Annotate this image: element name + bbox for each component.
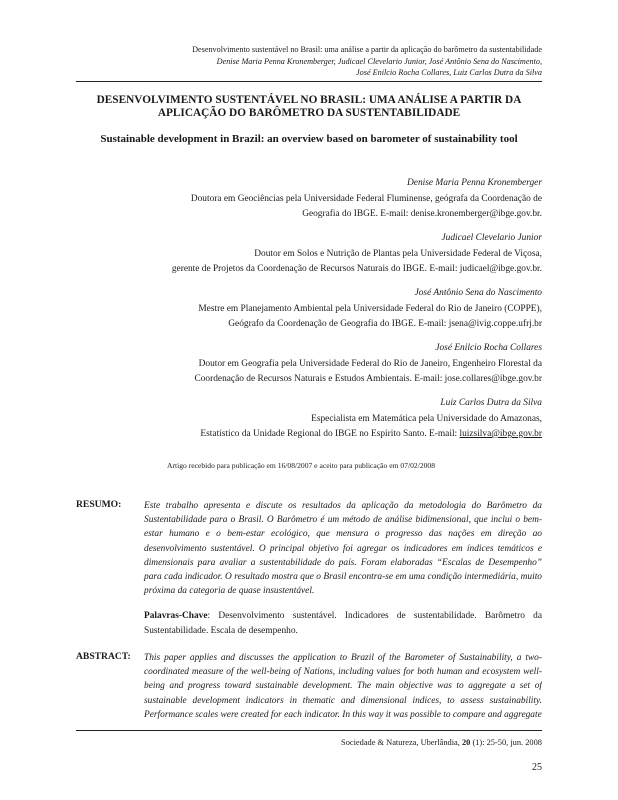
resumo-body: Este trabalho apresenta e discute os resultados da aplicação da metodologia do Barômetro da Sustentabilidade para o Brasil. O Barômetro é um método de análise bidimensional, que inclui o bem-estar humano e o bem-estar ecológico, que mensura o progresso das nações em direção ao desenvolvimento sustentável. O principal objetivo foi agregar os indicadores em índices temáticos e dimensionais para avaliar a sustentabilidade do país. Foram elaboradas “Escalas de Desempenho” para cada indicador. O resultado mostra que o Brasil encontra-se em uma condição intermediária, muito próxima da categoria de quase insustentável. — [144, 501, 542, 597]
abstract-body: This paper applies and discusses the application to Brazil of the Barometer of Sustainability, a two-coordinated measure of the well-being of Nations, including values for both human and ecosystem well-being and progress toward sustainable development. The main objective was to aggregate a set of sustainable development indicators in thematic and dimensional indices, to assess sustainability. Performance scales were created for each indicator. In this way it was possible to compare and aggregate — [144, 653, 542, 720]
resumo-section — [76, 499, 542, 638]
footer-volume: 20 — [461, 738, 471, 747]
author-affiliation: Mestre em Planejamento Ambiental pela Universidade Federal do Rio de Janeiro (COPPE), — [198, 304, 542, 314]
keywords-label: Palavras-Chave — [144, 611, 208, 622]
page-number: 25 — [532, 762, 542, 773]
received-date-note: Artigo recebido para publicação em 16/08/2007 e aceito para publicação em 07/02/2008 — [167, 461, 436, 470]
author-block — [76, 176, 542, 222]
resumo-label: RESUMO: — [76, 499, 122, 510]
author-affiliation: Coordenação de Recursos Naturais e Estudos Ambientais. E-mail: jose.collares@ibge.gov.br — [194, 374, 542, 384]
author-name: Luiz Carlos Dutra da Silva — [440, 398, 542, 408]
author-name: José Antônio Sena do Nascimento — [414, 288, 542, 298]
author-email-link[interactable]: luizsilva@ibge.gov.br — [459, 429, 542, 439]
author-name: José Enilcio Rocha Collares — [435, 343, 542, 353]
keywords-text: : Desenvolvimento sustentável. Indicadores de sustentabilidade. Barômetro da Sustentabilidade. Escala de desempenho. — [144, 611, 542, 636]
running-header — [192, 44, 542, 79]
footer-issue: (1): 25-50, jun. 2008 — [470, 738, 542, 747]
header-rule — [76, 81, 542, 82]
keywords — [144, 609, 542, 638]
author-affiliation: Geografia do IBGE. E-mail: denise.kronemberger@ibge.gov.br. — [302, 209, 542, 219]
title-english: Sustainable development in Brazil: an overview based on barometer of sustainability tool — [100, 133, 518, 145]
author-affiliation: Especialista em Matemática pela Universidade do Amazonas, — [311, 414, 542, 424]
abstract-section — [76, 651, 542, 722]
author-affiliation-prefix: Estatístico da Unidade Regional do IBGE no Espírito Santo. E-mail: — [200, 429, 460, 439]
footer-rule — [76, 730, 542, 731]
abstract-label: ABSTRACT: — [76, 651, 131, 662]
author-name: Judicael Clevelario Junior — [441, 233, 542, 243]
title-portuguese — [76, 94, 542, 120]
running-header-authors-line1: Denise Maria Penna Kronemberger, Judicael Clevelario Junior, José Antônio Sena do Nascimento, — [216, 56, 542, 66]
author-block — [76, 286, 542, 332]
author-affiliation — [76, 427, 542, 442]
title-portuguese-line2: APLICAÇÃO DO BARÔMETRO DA SUSTENTABILIDADE — [157, 107, 461, 119]
author-affiliation: Doutor em Geografia pela Universidade Federal do Rio de Janeiro, Engenheiro Florestal da — [198, 359, 542, 369]
author-block — [76, 231, 542, 277]
running-header-title: Desenvolvimento sustentável no Brasil: uma análise a partir da aplicação do barômetro da sustentabilidade — [192, 45, 542, 54]
author-name: Denise Maria Penna Kronemberger — [407, 178, 542, 188]
running-header-authors-line2: José Enilcio Rocha Collares, Luiz Carlos Dutra da Silva — [356, 68, 542, 77]
author-block — [76, 341, 542, 387]
journal-footer — [341, 738, 542, 747]
footer-journal: Sociedade & Natureza, Uberlândia, — [341, 738, 462, 747]
title-portuguese-line1: DESENVOLVIMENTO SUSTENTÁVEL NO BRASIL: UMA ANÁLISE A PARTIR DA — [96, 94, 522, 106]
author-affiliation: Doutora em Geociências pela Universidade Federal Fluminense, geógrafa da Coordenação de — [190, 194, 542, 204]
author-affiliation: gerente de Projetos da Coordenação de Recursos Naturais do IBGE. E-mail: judicael@ibge.gov.br. — [171, 264, 542, 274]
author-affiliation: Doutor em Solos e Nutrição de Plantas pela Universidade Federal de Viçosa, — [254, 249, 542, 259]
author-block — [76, 396, 542, 442]
author-list — [76, 176, 542, 451]
author-affiliation: Geógrafo da Coordenação de Geografia do IBGE. E-mail: jsena@ivig.coppe.ufrj.br — [228, 319, 542, 329]
